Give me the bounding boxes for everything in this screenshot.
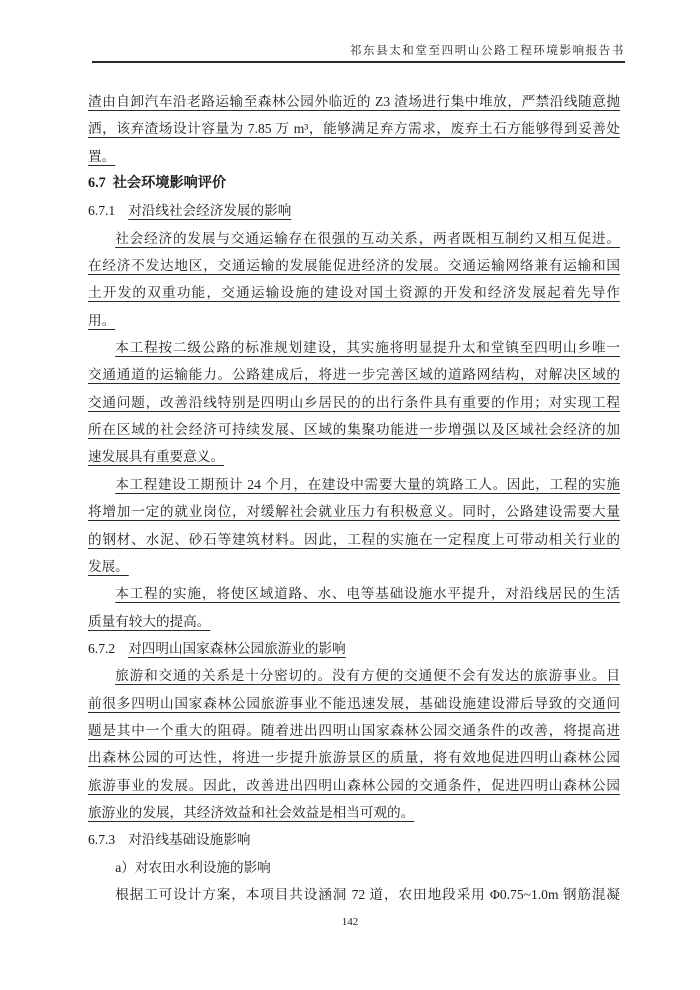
header-title: 祁东县太和堂至四明山公路工程环境影响报告书 bbox=[349, 45, 625, 57]
page-footer bbox=[0, 916, 700, 928]
line-text: 本工程的实施，将使区域道路、水、电等基础设施水平提升，对沿线居民的生活 bbox=[115, 586, 620, 602]
text-line bbox=[88, 662, 620, 689]
text-line bbox=[88, 361, 620, 388]
line-text: 根据工可设计方案，本项目共设涵洞 72 道，农田地段采用 Φ0.75~1.0m 钢筋混凝 bbox=[115, 886, 620, 902]
text-line bbox=[88, 225, 620, 252]
text-line bbox=[88, 416, 620, 443]
line-text: 旅游业的发展，其经济效益和社会效益是相当可观的。 bbox=[88, 804, 415, 820]
text-line bbox=[88, 717, 620, 744]
line-text: 渣由自卸汽车沿老路运输至森林公园外临近的 Z3 渣场进行集中堆放，严禁沿线随意抛 bbox=[88, 94, 620, 109]
section-title: 对沿线社会经济发展的影响 bbox=[128, 203, 292, 219]
line-text: 用。 bbox=[88, 312, 116, 328]
page-number: 142 bbox=[341, 916, 359, 928]
line-text: 题是其中一个重大的阻碍。随着进出四明山国家森林公园交通条件的改善，将提高进 bbox=[88, 722, 620, 738]
text-line bbox=[88, 334, 620, 361]
text-line bbox=[88, 279, 620, 306]
text-line bbox=[88, 498, 620, 525]
line-text: 在经济不发达地区，交通运输的发展能促进经济的发展。交通运输网络兼有运输和国 bbox=[88, 258, 620, 274]
line-text: 交通问题，改善沿线特别是四明山乡居民的的出行条件具有重要的作用；对实现工程 bbox=[88, 394, 620, 410]
section-title: 对四明山国家森林公园旅游业的影响 bbox=[128, 640, 346, 656]
line-text: 发展。 bbox=[88, 558, 129, 574]
line-text: 洒，该弃渣场设计容量为 7.85 万 m³，能够满足弃方需求，废弃土石方能够得到妥善处 bbox=[88, 121, 620, 137]
text-line bbox=[88, 115, 620, 142]
text-line bbox=[88, 252, 620, 279]
line-text: 交通通道的运输能力。公路建成后，将进一步完善区域的道路网结构，对解决区域的 bbox=[88, 367, 620, 383]
line-text: 本工程建设工期预计 24 个月，在建设中需要大量的筑路工人。因此，工程的实施 bbox=[115, 476, 620, 492]
section-number: 6.7.1 bbox=[88, 203, 116, 219]
text-line bbox=[88, 471, 620, 498]
section-number: 6.7 bbox=[88, 175, 106, 192]
line-text: 旅游和交通的关系是十分密切的。没有方便的交通便不会有发达的旅游事业。目 bbox=[115, 668, 620, 684]
text-line bbox=[88, 88, 620, 115]
text-line bbox=[88, 881, 620, 908]
text-line bbox=[88, 608, 620, 635]
line-text: 将增加一定的就业岗位，对缓解社会就业压力有积极意义。同时，公路建设需要大量 bbox=[88, 504, 620, 520]
line-text: 置。 bbox=[88, 148, 116, 164]
line-text: a）对农田水利设施的影响 bbox=[115, 859, 271, 875]
section-heading bbox=[88, 170, 620, 197]
line-text: 所在区域的社会经济可持续发展、区域的集聚功能进一步增强以及区域社会经济的加 bbox=[88, 422, 620, 438]
text-line bbox=[88, 526, 620, 553]
line-text: 社会经济的发展与交通运输存在很强的互动关系，两者既相互制约又相互促进。 bbox=[115, 230, 620, 246]
line-text: 质量有较大的提高。 bbox=[88, 613, 211, 629]
line-text: 的钢材、水泥、砂石等建筑材料。因此，工程的实施在一定程度上可带动相关行业的 bbox=[88, 531, 620, 547]
line-text: 出森林公园的可达性，将进一步提升旅游景区的质量，将有效地促进四明山森林公园 bbox=[88, 750, 620, 766]
section-number: 6.7.3 bbox=[88, 832, 116, 848]
line-text: 速发展具有重要意义。 bbox=[88, 449, 224, 465]
document-body bbox=[88, 88, 620, 908]
subsection-heading bbox=[88, 197, 620, 224]
header-rule bbox=[92, 61, 625, 63]
subsection-heading bbox=[88, 635, 620, 662]
text-line bbox=[88, 307, 620, 334]
text-line bbox=[88, 799, 620, 826]
text-line bbox=[88, 744, 620, 771]
text-line bbox=[88, 854, 620, 881]
text-line bbox=[88, 143, 620, 170]
line-text: 本工程按二级公路的标准规划建设，其实施将明显提升太和堂镇至四明山乡唯一 bbox=[115, 340, 620, 356]
section-title: 社会环境影响评价 bbox=[112, 175, 227, 192]
text-line bbox=[88, 553, 620, 580]
section-title: 对沿线基础设施影响 bbox=[128, 832, 251, 848]
line-text: 旅游事业的发展。因此，改善进出四明山森林公园的交通条件，促进四明山森林公园 bbox=[88, 777, 620, 793]
text-line bbox=[88, 389, 620, 416]
line-text: 前很多四明山国家森林公园旅游事业不能迅速发展，基础设施建设滞后导致的交通问 bbox=[88, 695, 620, 711]
subsection-heading bbox=[88, 826, 620, 853]
section-number: 6.7.2 bbox=[88, 640, 116, 656]
text-line bbox=[88, 772, 620, 799]
line-text: 土开发的双重功能，交通运输设施的建设对国土资源的开发和经济发展起着先导作 bbox=[88, 285, 620, 301]
text-line bbox=[88, 690, 620, 717]
text-line bbox=[88, 580, 620, 607]
text-line bbox=[88, 443, 620, 470]
